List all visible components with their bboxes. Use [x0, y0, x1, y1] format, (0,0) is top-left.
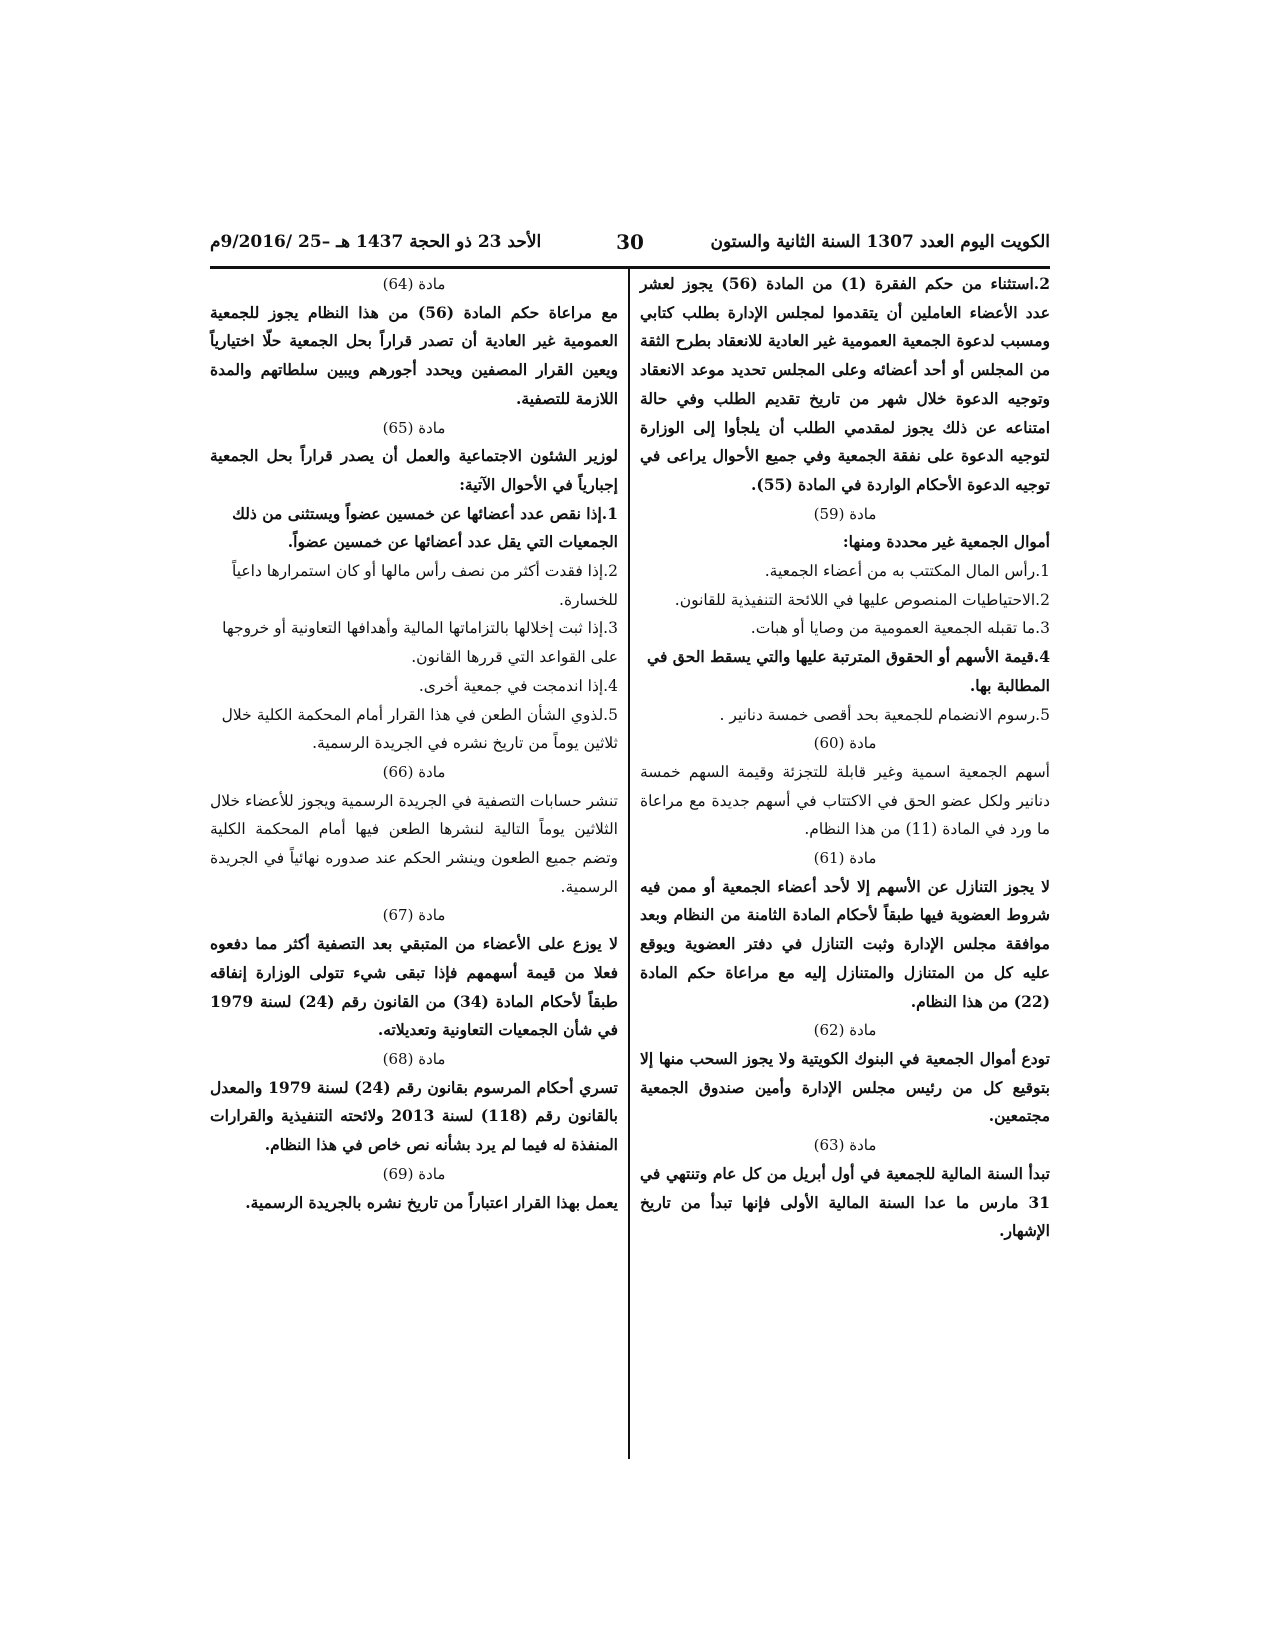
list-item: 5.لذوي الشأن الطعن في هذا القرار أمام المحكمة الكلية خلال ثلاثين يوماً من تاريخ نشره في الجريدة الرسمية.: [221, 705, 618, 753]
article-heading: مادة (67): [382, 906, 446, 925]
paragraph: تسري أحكام المرسوم بقانون رقم (24) لسنة 1979 والمعدل بالقانون رقم (118) لسنة 2013 ولائحته التنفيذية والقرارات المنفذة له فيما لم يرد بشأنه نص خاص في هذا النظام.: [210, 1077, 618, 1155]
article-heading: مادة (60): [813, 734, 877, 753]
paragraph: 2.استثناء من حكم الفقرة (1) من المادة (56) يجوز لعشر عدد الأعضاء العاملين أن يتقدموا لمجلس الإدارة بطلب كتابي ومسبب لدعوة الجمعية العمومية غير العادية للانعقاد بطرح الثقة من المجلس أو أحد أعضائه وعلى المجلس تحديد موعد الانعقاد وتوجيه الدعوة خلال شهر من تاريخ تقديم الطلب وفي حالة امتناعه عن ذلك يجوز لمقدمي الطلب أن يلجأوا إلى الوزارة لتوجيه الدعوة على نفقة الجمعية وفي جميع الأحوال يراعى في توجيه الدعوة الأحكام الواردة في المادة (55).: [640, 274, 1050, 494]
gazette-issue-label: الكويت اليوم العدد 1307 السنة الثانية والستون: [710, 232, 1050, 252]
page-number: 30: [616, 230, 644, 254]
list-item: 3.ما تقبله الجمعية العمومية من وصايا أو هبات.: [750, 619, 1050, 638]
paragraph: تودع أموال الجمعية في البنوك الكويتية ولا يجوز السحب منها إلا بتوقيع كل من رئيس مجلس الإدارة وأمين صندوق الجمعية مجتمعين.: [640, 1048, 1050, 1126]
list-item: 4.إذا اندمجت في جمعية أخرى.: [418, 676, 618, 695]
list-item: 2.الاحتياطيات المنصوص عليها في اللائحة التنفيذية للقانون.: [674, 590, 1050, 609]
article-heading: مادة (65): [382, 418, 446, 437]
article-heading: مادة (63): [813, 1136, 877, 1155]
list-item: 1.رأس المال المكتتب به من أعضاء الجمعية.: [764, 562, 1050, 581]
article-heading: مادة (64): [382, 275, 446, 293]
list-item: 1.إذا نقص عدد أعضائها عن خمسين عضواً ويستثنى من ذلك الجمعيات التي يقل عدد أعضائها عن خمسين عضواً.: [232, 503, 618, 552]
header-rule: [210, 266, 1050, 269]
article-heading: مادة (68): [382, 1049, 446, 1068]
left-column: [210, 270, 618, 1217]
paragraph: تبدأ السنة المالية للجمعية في أول أبريل من كل عام وتنتهي في 31 مارس ما عدا السنة المالية الأولى فإنها تبدأ من تاريخ الإشهار.: [640, 1163, 1050, 1241]
paragraph: لا يجوز التنازل عن الأسهم إلا لأحد أعضاء الجمعية أو ممن فيه شروط العضوية فيها طبقاً لأحكام المادة الثامنة من النظام وبعد موافقة مجلس الإدارة وثبت التنازل في دفتر العضوية ويوقع عليه كل من المتنازل والمتنازل إليه مع مراعاة حكم المادة (22) من هذا النظام.: [640, 876, 1050, 1011]
paragraph: لوزير الشئون الاجتماعية والعمل أن يصدر قراراً بحل الجمعية إجبارياً في الأحوال الآتية:: [210, 446, 618, 494]
paragraph: لا يوزع على الأعضاء من المتبقي بعد التصفية أكثر مما دفعوه فعلا من قيمة أسهمهم فإذا تبقى شيء تتولى الوزارة إنفاقه طبقاً لأحكام المادة (34) من القانون رقم (24) لسنة 1979 في شأن الجمعيات التعاونية وتعديلاته.: [210, 934, 618, 1040]
list-item: 4.قيمة الأسهم أو الحقوق المترتبة عليها والتي يسقط الحق في المطالبة بها.: [647, 647, 1050, 695]
article-heading: مادة (62): [813, 1021, 877, 1040]
issue-date: الأحد 23 ذو الحجة 1437 هـ –25 /9/2016م: [210, 232, 542, 252]
right-column: [640, 270, 1050, 1246]
article-heading: مادة (59): [813, 504, 877, 523]
list-item: 3.إذا ثبت إخلالها بالتزاماتها المالية وأهدافها التعاونية أو خروجها على القواعد التي قررها القانون.: [222, 619, 618, 667]
paragraph: مع مراعاة حكم المادة (56) من هذا النظام يجوز للجمعية العمومية غير العادية أن تصدر قراراً بحل الجمعية حلّا اختيارياً ويعين القرار المصفين ويحدد أجورهم ويبين سلطاتهم والمدة اللازمة للتصفية.: [210, 302, 618, 408]
paragraph: تنشر حسابات التصفية في الجريدة الرسمية ويجوز للأعضاء خلال الثلاثين يوماً التالية لنشرها الطعن فيها أمام المحكمة الكلية وتضم جميع الطعون وينشر الحكم عند صدوره نهائياً في الجريدة الرسمية.: [210, 791, 618, 896]
article-heading: مادة (61): [813, 849, 877, 868]
list-item: 5.رسوم الانضمام للجمعية بحد أقصى خمسة دنانير .: [719, 705, 1050, 724]
article-heading: مادة (66): [382, 762, 446, 781]
paragraph: أموال الجمعية غير محددة ومنها:: [842, 532, 1050, 552]
article-heading: مادة (69): [382, 1164, 446, 1183]
paragraph: يعمل بهذا القرار اعتباراً من تاريخ نشره بالجريدة الرسمية.: [245, 1192, 618, 1212]
paragraph: أسهم الجمعية اسمية وغير قابلة للتجزئة وقيمة السهم خمسة دنانير ولكل عضو الحق في الاكتتاب في أسهم جديدة مع مراعاة ما ورد في المادة (11) من هذا النظام.: [640, 762, 1050, 839]
list-item: 2.إذا فقدت أكثر من نصف رأس مالها أو كان استمرارها داعياً للخسارة.: [231, 562, 618, 609]
column-divider: [628, 269, 630, 1459]
page-header: [210, 232, 1050, 262]
